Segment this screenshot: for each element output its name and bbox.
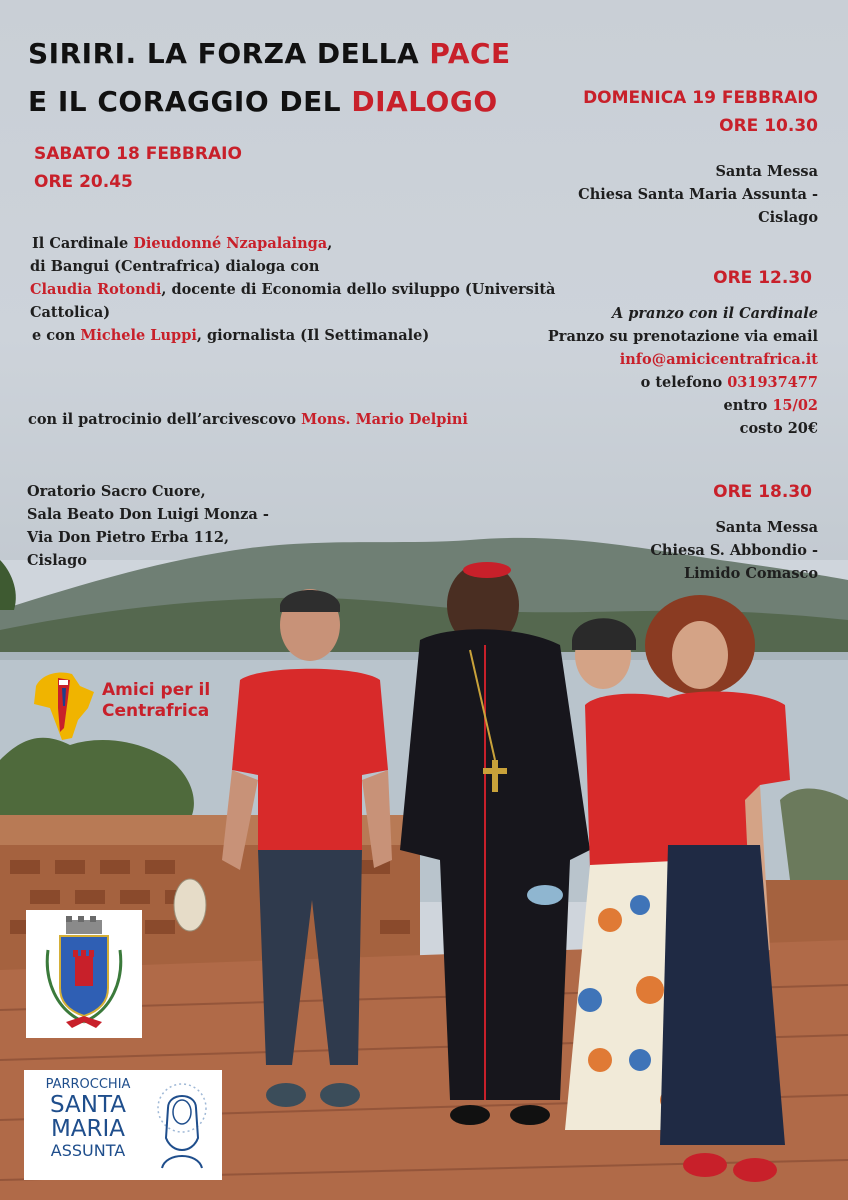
event-mass-2: Santa Messa Chiesa S. Abbondio - Limido Comasco — [650, 519, 818, 582]
sunday-time-2: ORE 12.30 — [713, 268, 812, 288]
amici-centrafrica-logo — [28, 668, 228, 742]
saturday-venue: Oratorio Sacro Cuore, Sala Beato Don Luigi Monza - Via Don Pietro Erba 112, Cislago — [27, 483, 269, 569]
speaker-luppi: Michele Luppi — [80, 327, 197, 344]
desc-line-1: Il Cardinale Dieudonné Nzapalainga, — [32, 235, 333, 252]
sunday-date: DOMENICA 19 FEBBRAIO — [583, 88, 818, 108]
title-line-1: SIRIRI. LA FORZA DELLA PACE — [28, 37, 511, 70]
phone-number[interactable]: 031937477 — [727, 374, 818, 391]
saturday-description — [30, 232, 560, 347]
sunday-time-1: ORE 10.30 — [719, 116, 818, 136]
municipal-crest-box — [26, 910, 142, 1038]
crest-icon — [26, 910, 142, 1038]
sunday-heading — [583, 84, 818, 140]
saturday-date: SABATO 18 FEBBRAIO — [34, 144, 242, 164]
amici-logo-text: Amici per il Centrafrica — [102, 680, 211, 721]
speaker-rotondi: Claudia Rotondi — [30, 281, 162, 298]
email-link[interactable]: info@amicicentrafrica.it — [619, 351, 818, 368]
cardinal-name: Dieudonné Nzapalainga — [133, 235, 328, 252]
desc-line-4: Cattolica) — [30, 304, 111, 321]
event-mass-1: Santa Messa Chiesa Santa Maria Assunta - Cislago — [578, 163, 818, 226]
patronage: con il patrocinio dell’arcivescovo Mons. Mario Delpini — [28, 411, 468, 428]
poster-title — [28, 30, 511, 126]
desc-line-5: e con Michele Luppi, giornalista (Il Settimanale) — [32, 327, 430, 344]
sunday-time-3: ORE 18.30 — [713, 482, 812, 502]
cost: costo 20€ — [739, 420, 818, 437]
title-line-2: E IL CORAGGIO DEL DIALOGO — [28, 85, 498, 118]
deadline-line: entro 15/02 — [723, 397, 818, 414]
event-lunch: A pranzo con il Cardinale Pranzo su prenotazione via email info@amicicentrafrica.it o telefono 031937477 entro 15/02 costo 20€ — [548, 302, 818, 440]
deadline-date: 15/02 — [772, 397, 818, 414]
archbishop-name: Mons. Mario Delpini — [301, 411, 468, 428]
parish-name: PARROCCHIA SANTA MARIA ASSUNTA — [45, 1077, 131, 1160]
phone-line: o telefono 031937477 — [640, 374, 818, 391]
desc-line-3: Claudia Rotondi, docente di Economia dello sviluppo (Università — [30, 281, 556, 298]
saturday-heading — [34, 140, 242, 196]
madonna-icon — [148, 1078, 216, 1172]
africa-map-icon — [28, 668, 98, 742]
parish-logo-box — [24, 1070, 222, 1180]
desc-line-2: di Bangui (Centrafrica) dialoga con — [30, 258, 320, 275]
saturday-time: ORE 20.45 — [34, 172, 133, 192]
